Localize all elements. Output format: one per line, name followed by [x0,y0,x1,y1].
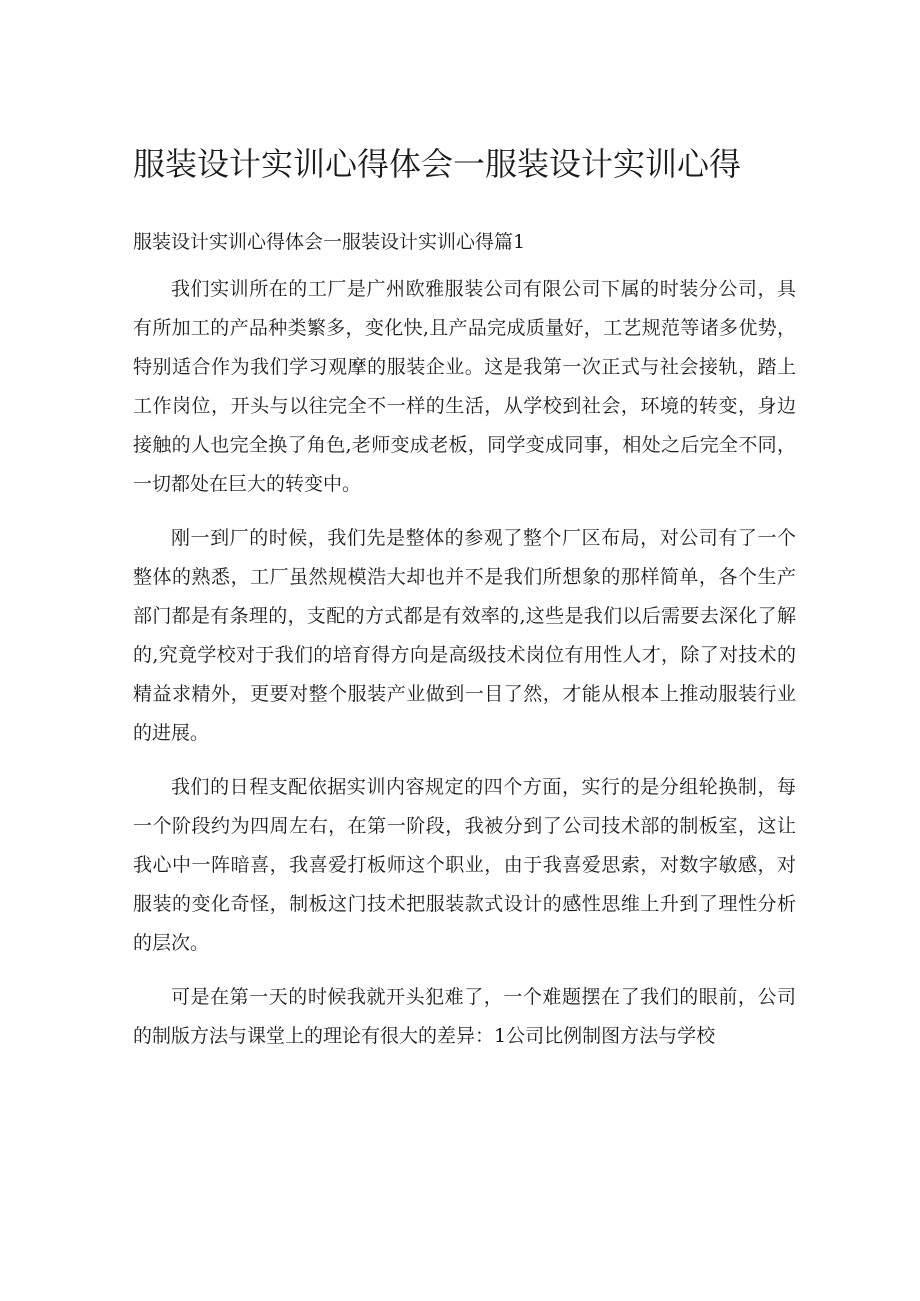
paragraph-2: 刚一到厂的时候，我们先是整体的参观了整个厂区布局，对公司有了一个整体的熟悉，工厂虽然规模浩大却也并不是我们所想象的那样简单，各个生产部门都是有条理的，支配的方式都是有效率的,这些是我们以后需要去深化了解的,究竟学校对于我们的培育得方向是高级技术岗位有用性人才，除了对技术的精益求精外，更要对整个服装产业做到一目了然，才能从根本上推动服装行业的进展。 [133,527,796,744]
paragraph-1: 我们实训所在的工厂是广州欧雅服装公司有限公司下属的时装分公司，具有所加工的产品种类繁多，变化快,且产品完成质量好，工艺规范等诸多优势，特别适合作为我们学习观摩的服装企业。这是我第一次正式与社会接轨，踏上工作岗位，开头与以往完全不一样的生活，从学校到社会，环境的转变，身边接触的人也完全换了角色,老师变成老板，同学变成同事，相处之后完全不同，一切都处在巨大的转变中。 [133,278,796,495]
section-heading: 服装设计实训心得体会一服装设计实训心得篇1 [133,231,526,253]
paragraph-3: 我们的日程支配依据实训内容规定的四个方面，实行的是分组轮换制，每一个阶段约为四周左右，在第一阶段，我被分到了公司技术部的制板室，这让我心中一阵暗喜，我喜爱打板师这个职业，由于我喜爱思索，对数字敏感，对服装的变化奇怪，制板这门技术把服装款式设计的感性思维上升到了理性分析的层次。 [133,776,796,954]
paragraph-4: 可是在第一天的时候我就开头犯难了，一个难题摆在了我们的眼前，公司的制版方法与课堂上的理论有很大的差异：1公司比例制图方法与学校 [133,986,796,1047]
document-body [133,270,796,1071]
document-title: 服装设计实训心得体会一服装设计实训心得 [133,145,742,183]
